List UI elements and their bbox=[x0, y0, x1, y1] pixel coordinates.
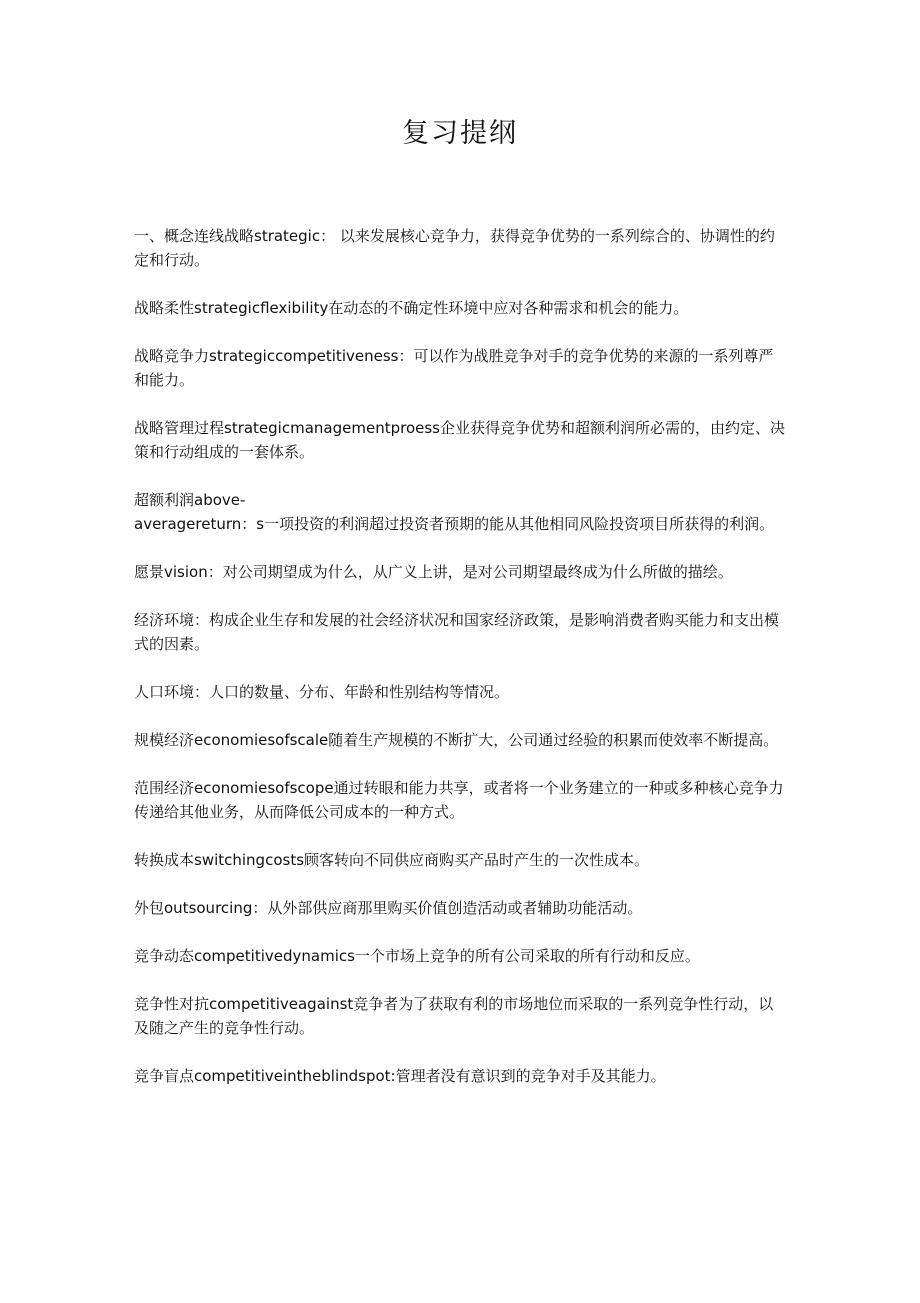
paragraph-outsourcing: 外包outsourcing：从外部供应商那里购买价值创造活动或者辅助功能活动。 bbox=[134, 899, 643, 917]
paragraph-economies-of-scale: 规模经济economiesofscale随着生产规模的不断扩大，公司通过经验的积累而使效率不断提高。 bbox=[134, 731, 779, 749]
document-body bbox=[134, 224, 786, 1112]
paragraph-competitive-blind-spot: 竞争盲点competitiveintheblindspot:管理者没有意识到的竞争对手及其能力。 bbox=[134, 1067, 666, 1085]
paragraph-economies-of-scope: 范围经济economiesofscope通过转眼和能力共享，或者将一个业务建立的一种或多种核心竞争力传递给其他业务，从而降低公司成本的一种方式。 bbox=[134, 779, 784, 821]
paragraph-above-average-return: 超额利润above- averagereturn：s一项投资的利润超过投资者预期的能从其他相同风险投资项目所获得的利润。 bbox=[134, 491, 775, 533]
paragraph-population-environment: 人口环境：人口的数量、分布、年龄和性别结构等情况。 bbox=[134, 683, 510, 701]
paragraph-competitive-dynamics: 竞争动态competitivedynamics一个市场上竞争的所有公司采取的所有行动和反应。 bbox=[134, 947, 700, 965]
document-title: 复习提纲 bbox=[402, 118, 518, 149]
paragraph-vision: 愿景vision：对公司期望成为什么，从广义上讲，是对公司期望最终成为什么所做的描绘。 bbox=[134, 563, 733, 581]
paragraph-strategic-management-process: 战略管理过程strategicmanagementproess企业获得竞争优势和超额利润所必需的，由约定、决策和行动组成的一套体系。 bbox=[134, 419, 785, 461]
paragraph-economic-environment: 经济环境：构成企业生存和发展的社会经济状况和国家经济政策，是影响消费者购买能力和支出模式的因素。 bbox=[134, 611, 780, 653]
paragraph-strategic-flexibility: 战略柔性strategicflexibility在动态的不确定性环境中应对各种需求和机会的能力。 bbox=[134, 299, 689, 317]
paragraph-strategic-competitiveness: 战略竞争力strategiccompetitiveness：可以作为战胜竞争对手的竞争优势的来源的一系列尊严和能力。 bbox=[134, 347, 774, 389]
paragraph-switching-costs: 转换成本switchingcosts顾客转向不同供应商购买产品时产生的一次性成本。 bbox=[134, 851, 650, 869]
paragraph-competitive-rivalry: 竞争性对抗competitiveagainst竞争者为了获取有利的市场地位而采取的一系列竞争性行动，以及随之产生的竞争性行动。 bbox=[134, 995, 774, 1037]
paragraph-strategy: 一、概念连线战略strategic： 以来发展核心竞争力，获得竞争优势的一系列综合的、协调性的约定和行动。 bbox=[134, 227, 775, 269]
